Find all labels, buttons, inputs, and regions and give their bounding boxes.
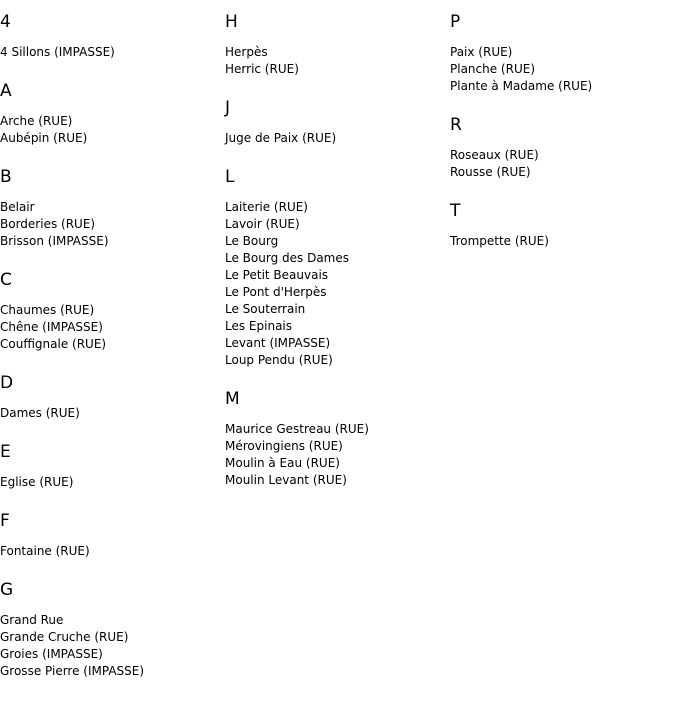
street-link[interactable]: Le Petit Beauvais: [225, 268, 329, 282]
letter-section: [450, 115, 670, 181]
street-link[interactable]: Chaumes (RUE): [0, 303, 95, 317]
street-link[interactable]: Aubépin (RUE): [0, 131, 88, 145]
street-index-column-2: [225, 0, 445, 489]
street-link[interactable]: Herric (RUE): [225, 62, 299, 76]
street-list: [0, 474, 220, 491]
street-list: [225, 44, 445, 78]
street-link[interactable]: Rousse (RUE): [450, 165, 531, 179]
street-list: [450, 147, 670, 181]
street-link[interactable]: Trompette (RUE): [450, 234, 549, 248]
street-link[interactable]: Grand Rue: [0, 613, 64, 627]
letter-section: [225, 389, 445, 489]
letter-heading: E: [0, 442, 11, 462]
street-list: [0, 44, 220, 61]
street-link[interactable]: Groies (IMPASSE): [0, 647, 103, 661]
street-link[interactable]: Grande Cruche (RUE): [0, 630, 129, 644]
street-link[interactable]: Chêne (IMPASSE): [0, 320, 103, 334]
street-link[interactable]: Les Epinais: [225, 319, 293, 333]
street-list: [0, 113, 220, 147]
street-list: [0, 543, 220, 560]
letter-heading: A: [0, 81, 12, 101]
letter-heading: C: [0, 270, 12, 290]
street-link[interactable]: Dames (RUE): [0, 406, 80, 420]
letter-heading: R: [450, 115, 462, 135]
street-link[interactable]: Belair: [0, 200, 35, 214]
street-list: [0, 405, 220, 422]
letter-heading: T: [450, 201, 461, 221]
letter-section: [0, 442, 220, 491]
letter-section: [0, 580, 220, 680]
letter-heading: B: [0, 167, 12, 187]
street-link[interactable]: Juge de Paix (RUE): [225, 131, 337, 145]
letter-heading: G: [0, 580, 14, 600]
street-list: [225, 130, 445, 147]
street-link[interactable]: 4 Sillons (IMPASSE): [0, 45, 115, 59]
street-link[interactable]: Le Pont d'Herpès: [225, 285, 327, 299]
street-link[interactable]: Arche (RUE): [0, 114, 73, 128]
letter-section: [0, 373, 220, 422]
street-index-column-3: [450, 0, 670, 250]
street-link[interactable]: Planche (RUE): [450, 62, 535, 76]
street-link[interactable]: Moulin Levant (RUE): [225, 473, 347, 487]
street-link[interactable]: Levant (IMPASSE): [225, 336, 331, 350]
street-link[interactable]: Moulin à Eau (RUE): [225, 456, 340, 470]
letter-section: [0, 270, 220, 353]
letter-heading: H: [225, 12, 238, 32]
street-link[interactable]: Le Souterrain: [225, 302, 306, 316]
letter-section: [0, 12, 220, 61]
street-index-column-1: [0, 0, 220, 680]
street-link[interactable]: Loup Pendu (RUE): [225, 353, 333, 367]
street-link[interactable]: Brisson (IMPASSE): [0, 234, 109, 248]
letter-heading: M: [225, 389, 240, 409]
street-link[interactable]: Grosse Pierre (IMPASSE): [0, 664, 145, 678]
street-list: [225, 421, 445, 489]
street-link[interactable]: Mérovingiens (RUE): [225, 439, 343, 453]
letter-heading: J: [225, 98, 231, 118]
letter-section: [225, 12, 445, 78]
letter-heading: P: [450, 12, 461, 32]
street-link[interactable]: Borderies (RUE): [0, 217, 96, 231]
letter-section: [0, 81, 220, 147]
letter-heading: F: [0, 511, 10, 531]
street-list: [0, 199, 220, 250]
street-link[interactable]: Paix (RUE): [450, 45, 513, 59]
letter-section: [0, 167, 220, 250]
letter-section: [450, 201, 670, 250]
street-link[interactable]: Le Bourg des Dames: [225, 251, 349, 265]
letter-section: [450, 12, 670, 95]
letter-heading: L: [225, 167, 235, 187]
letter-heading: 4: [0, 12, 11, 32]
street-link[interactable]: Plante à Madame (RUE): [450, 79, 593, 93]
letter-section: [225, 98, 445, 147]
street-link[interactable]: Fontaine (RUE): [0, 544, 90, 558]
street-link[interactable]: Le Bourg: [225, 234, 279, 248]
street-list: [225, 199, 445, 369]
street-link[interactable]: Laiterie (RUE): [225, 200, 308, 214]
letter-section: [0, 511, 220, 560]
street-list: [450, 44, 670, 95]
street-list: [450, 233, 670, 250]
street-link[interactable]: Herpès: [225, 45, 268, 59]
street-link[interactable]: Lavoir (RUE): [225, 217, 300, 231]
street-link[interactable]: Maurice Gestreau (RUE): [225, 422, 369, 436]
letter-section: [225, 167, 445, 369]
street-list: [0, 612, 220, 680]
letter-heading: D: [0, 373, 14, 393]
street-link[interactable]: Eglise (RUE): [0, 475, 74, 489]
street-link[interactable]: Roseaux (RUE): [450, 148, 539, 162]
street-list: [0, 302, 220, 353]
street-link[interactable]: Couffignale (RUE): [0, 337, 107, 351]
